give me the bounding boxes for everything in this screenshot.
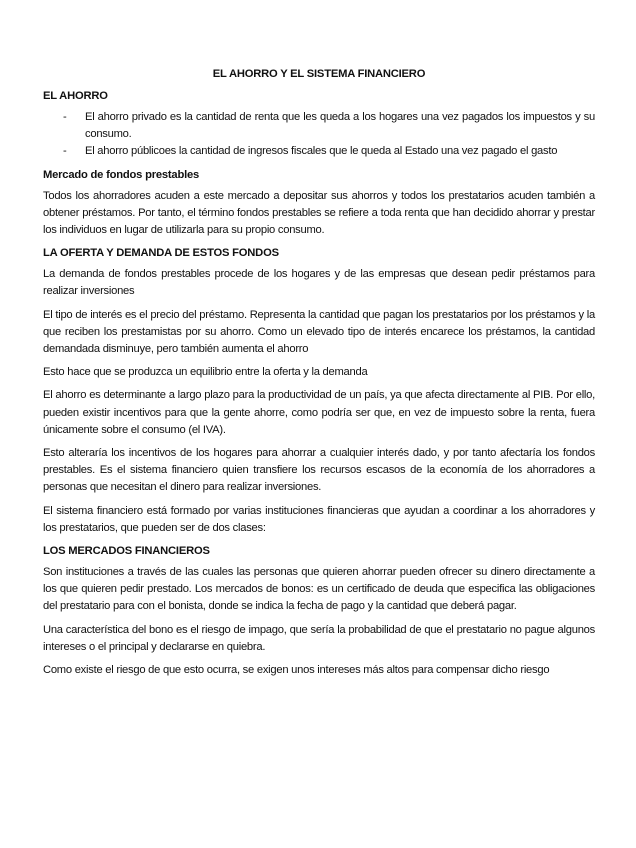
paragraph: La demanda de fondos prestables procede de los hogares y de las empresas que desean pedir préstamos para realizar inversiones [43,268,595,298]
list-item [63,143,595,160]
paragraph: El sistema financiero está formado por varias instituciones financieras que ayudan a coordinar a los ahorradores y los prestatarios, que pueden ser de dos clases: [43,504,595,534]
section-heading-mercados-financieros: LOS MERCADOS FINANCIEROS [43,545,210,558]
bullet-text: El ahorro privado es la cantidad de renta que les queda a los hogares una vez pagados los impuestos y su consumo. [85,111,595,141]
document-title: EL AHORRO Y EL SISTEMA FINANCIERO [212,68,426,80]
section-heading-el-ahorro: EL AHORRO [43,90,108,102]
paragraph: Esto hace que se produzca un equilibrio entre la oferta y la demanda [43,366,368,379]
section-heading-mercado-fondos: Mercado de fondos prestables [43,168,200,181]
bullet-dash: - [63,111,67,123]
paragraph: El tipo de interés es el precio del préstamo. Representa la cantidad que pagan los prestatarios por los préstamos y la que reciben los prestamistas por su ahorro. Como un elevado tipo de interés encarece los préstamos, la cantidad demandada disminuye, pero también aumenta el ahorro [43,308,595,356]
paragraph: Como existe el riesgo de que esto ocurra, se exigen unos intereses más altos para compensar dicho riesgo [43,664,550,677]
paragraph: Esto alteraría los incentivos de los hogares para ahorrar a cualquier interés dado, y por tanto afectaría los fondos prestables. Es el sistema financiero quien transfiere los recursos escasos de la economía de los ahorradores a personas que necesitan el dinero para realizar inversiones. [43,447,595,494]
list-item [63,109,595,143]
paragraph: Son instituciones a través de las cuales las personas que quieren ahorrar pueden ofrecer su dinero directamente a los que quieren pedir prestado. Los mercados de bonos: es un certificado de deuda que especifica las obligaciones del prestatario para con el bonista, donde se indica la fecha de pago y la cantidad que deberá pagar. [43,566,595,613]
paragraph: Una característica del bono es el riesgo de impago, que sería la probabilidad de que el prestatario no pague algunos intereses o el principal y declararse en quiebra. [43,623,595,653]
paragraph: Todos los ahorradores acuden a este mercado a depositar sus ahorros y todos los prestatarios acuden también a obtener préstamos. Por tanto, el término fondos prestables se refiere a toda renta que han decidido ahorrar y prestar los individuos en lugar de utilizarla para su propio consumo. [43,189,595,237]
bullet-text: El ahorro públicoes la cantidad de ingresos fiscales que le queda al Estado una vez pagado el gasto [85,145,558,158]
section-heading-oferta-demanda: LA OFERTA Y DEMANDA DE ESTOS FONDOS [43,247,279,260]
paragraph: El ahorro es determinante a largo plazo para la productividad de un país, ya que afecta directamente al PIB. Por ello, pueden existir incentivos para que la gente ahorre, como podría ser que, en vez de impuesto sobre la renta, fuera únicamente sobre el consumo (el IVA). [43,389,595,436]
bullet-dash: - [63,145,67,158]
ahorro-bullet-list [43,109,595,161]
